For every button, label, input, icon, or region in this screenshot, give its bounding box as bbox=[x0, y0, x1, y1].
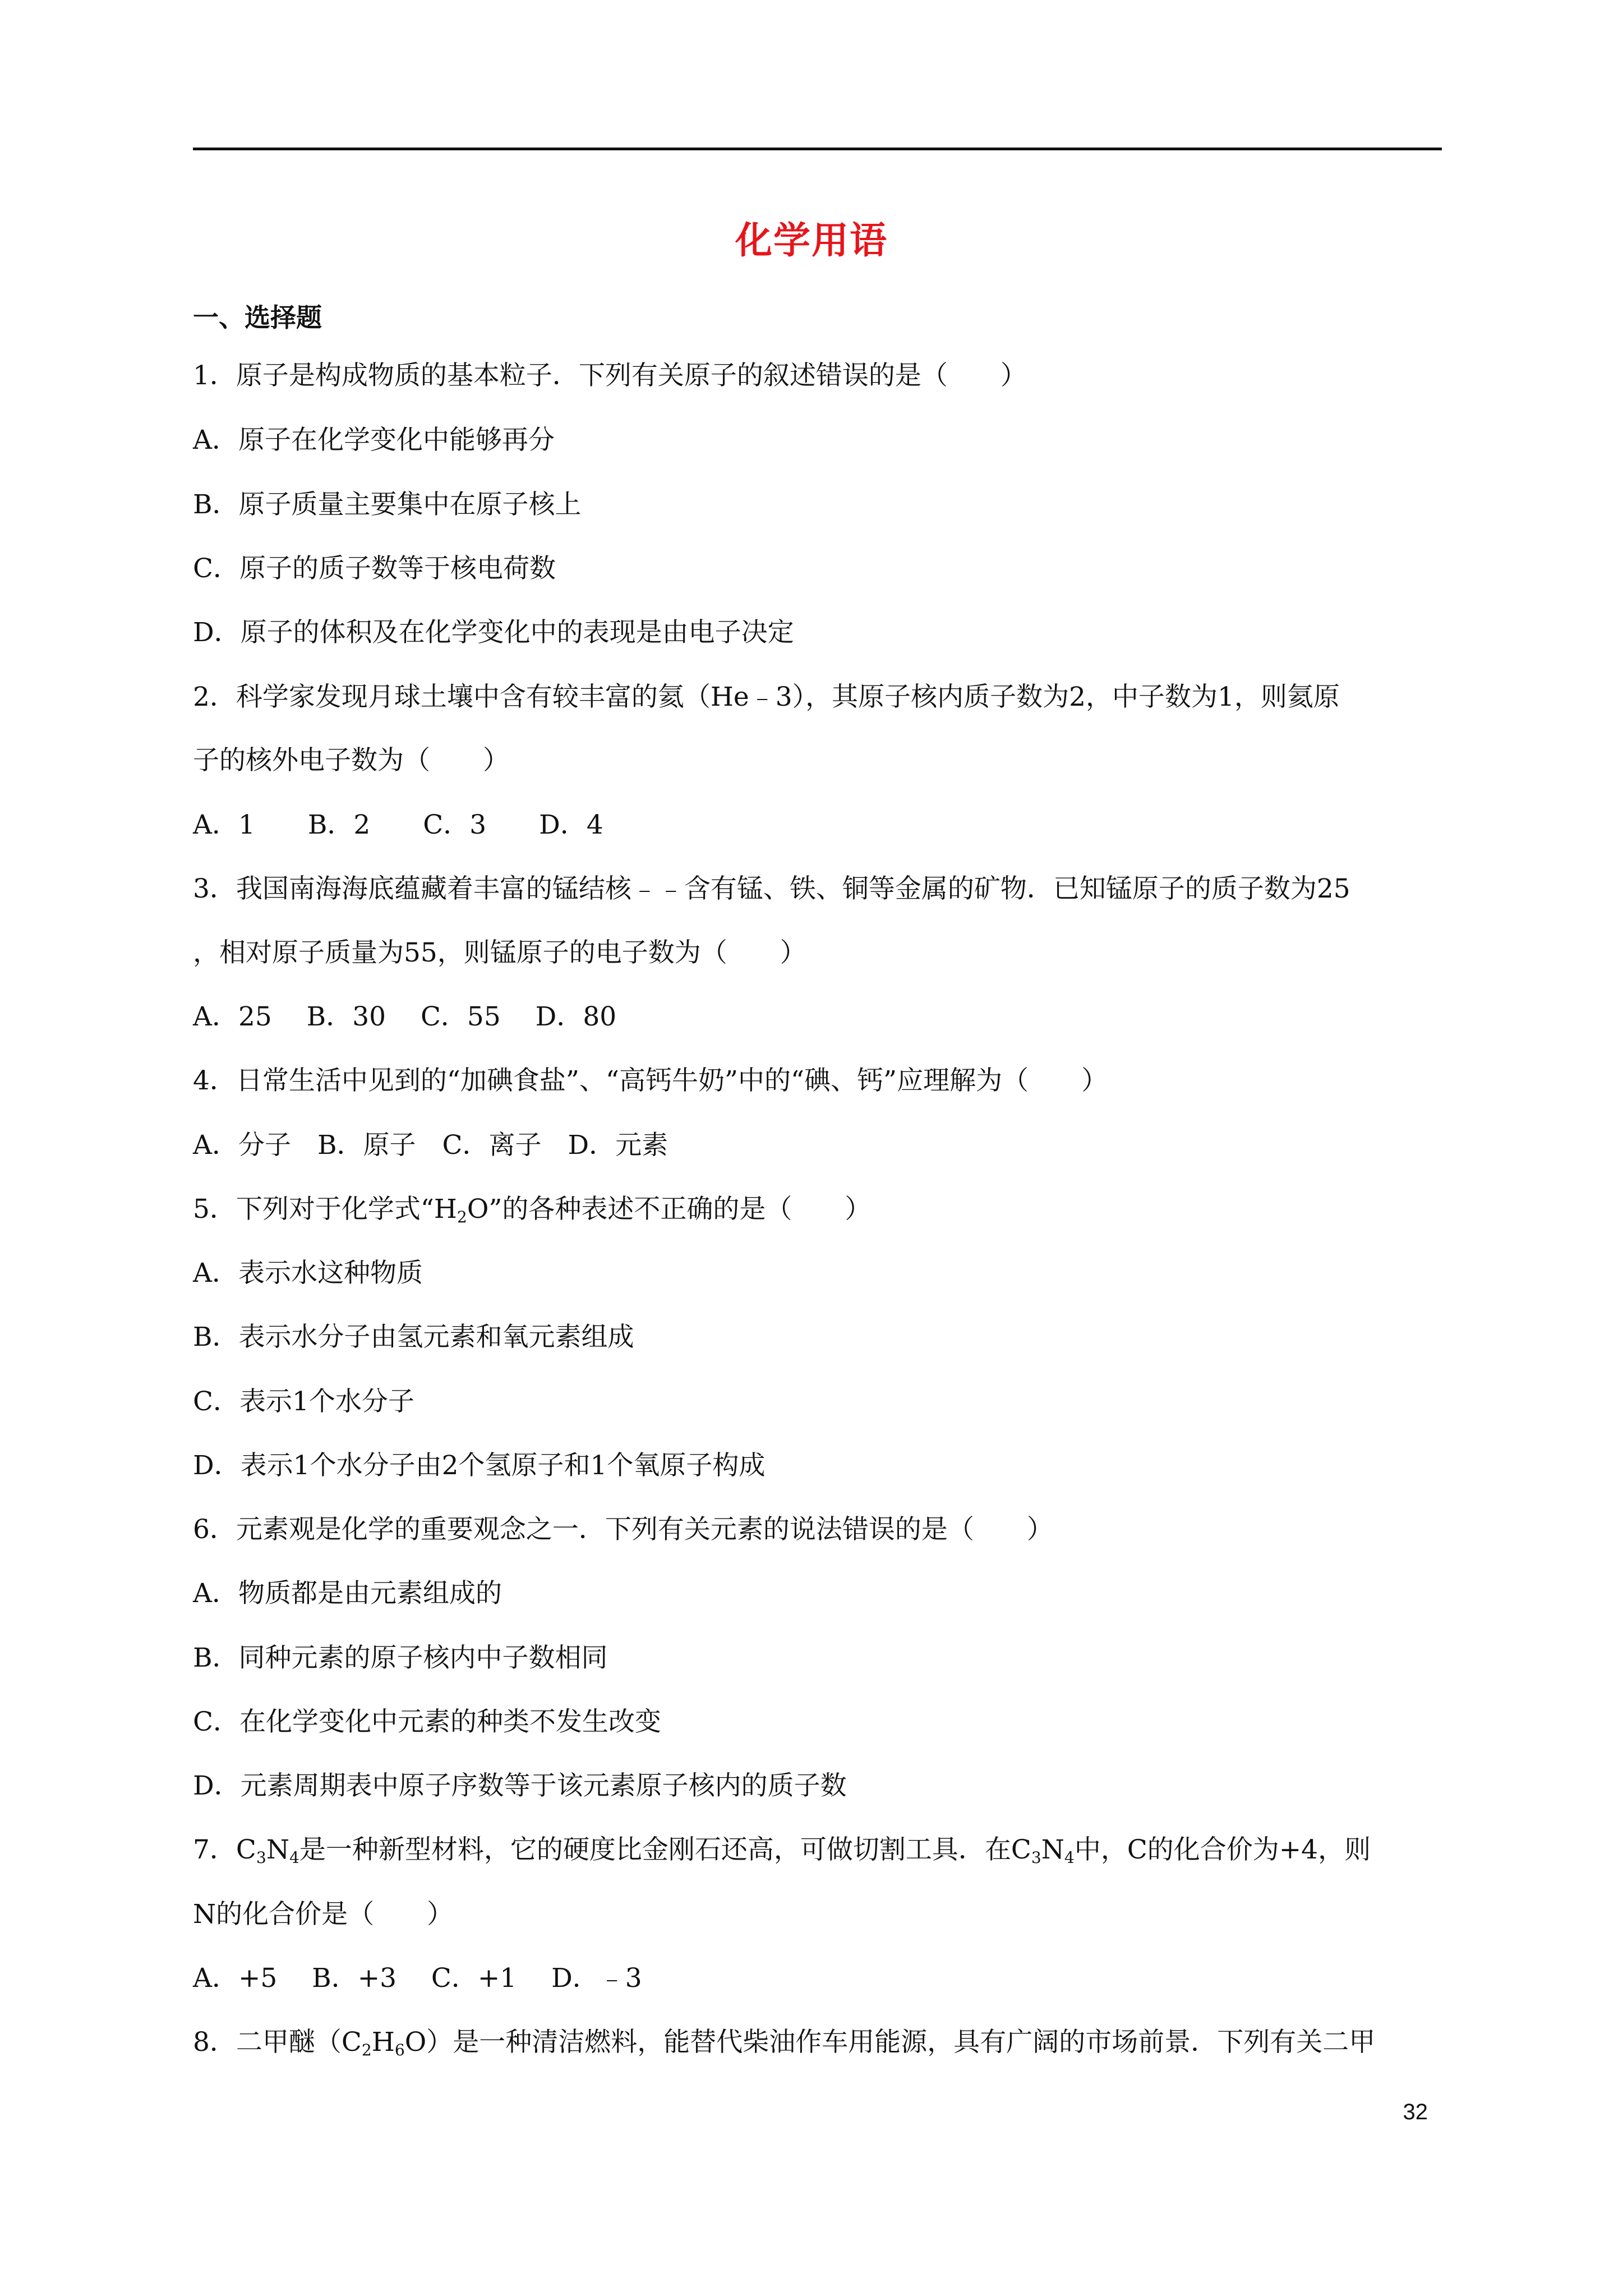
question-1-option-d: D．原子的体积及在化学变化中的表现是由电子决定 bbox=[193, 617, 794, 648]
question-2-stem-line-2: 子的核外电子数为（ ） bbox=[193, 745, 509, 776]
question-3-stem-line-1: 3．我国南海海底蕴藏着丰富的锰结核﹣﹣含有锰、铁、铜等金属的矿物．已知锰原子的质子数为25 bbox=[193, 873, 1350, 904]
question-6-option-b: B．同种元素的原子核内中子数相同 bbox=[193, 1642, 608, 1673]
question-2-options: A．1 B．2 C．3 D．4 bbox=[193, 809, 603, 840]
page-number: 32 bbox=[1403, 2100, 1428, 2124]
question-7-stem-line-2: N的化合价是（ ） bbox=[193, 1899, 454, 1930]
header-rule bbox=[193, 148, 1442, 150]
question-1-option-b: B．原子质量主要集中在原子核上 bbox=[193, 489, 582, 520]
question-1-stem: 1．原子是构成物质的基本粒子．下列有关原子的叙述错误的是（ ） bbox=[193, 360, 1027, 391]
section-heading: 一、选择题 bbox=[193, 302, 322, 333]
question-7-options: A．+5 B．+3 C．+1 D．﹣3 bbox=[193, 1963, 642, 1994]
question-5-stem: 5．下列对于化学式“$H_2O$”的各种表述不正确的是（ ） bbox=[193, 1194, 872, 1226]
question-3-stem-line-2: ，相对原子质量为55，则锰原子的电子数为（ ） bbox=[193, 937, 806, 968]
question-4-stem: 4．日常生活中见到的“加碘食盐”、“高钙牛奶”中的“碘、钙”应理解为（ ） bbox=[193, 1065, 1108, 1096]
question-6-option-d: D．元素周期表中原子序数等于该元素原子核内的质子数 bbox=[193, 1770, 847, 1801]
page-title: 化学用语 bbox=[735, 219, 888, 262]
question-7-stem-line-1: 7．$C_3N_4$是一种新型材料，它的硬度比金刚石还高，可做切割工具．在$C_3N_4$中，C的化合价为+4，则 bbox=[193, 1834, 1371, 1867]
question-5-option-d: D．表示1个水分子由2个氢原子和1个氧原子构成 bbox=[193, 1450, 766, 1481]
question-5-option-a: A．表示水这种物质 bbox=[193, 1258, 423, 1289]
question-1-option-a: A．原子在化学变化中能够再分 bbox=[193, 425, 555, 455]
question-2-stem-line-1: 2．科学家发现月球土壤中含有较丰富的氦（He﹣3），其原子核内质子数为2，中子数为1，则氦原 bbox=[193, 682, 1340, 712]
question-6-stem: 6．元素观是化学的重要观念之一．下列有关元素的说法错误的是（ ） bbox=[193, 1514, 1053, 1545]
question-5-option-c: C．表示1个水分子 bbox=[193, 1386, 414, 1417]
question-6-option-a: A．物质都是由元素组成的 bbox=[193, 1578, 502, 1609]
question-1-option-c: C．原子的质子数等于核电荷数 bbox=[193, 553, 556, 584]
question-4-options: A．分子 B．原子 C．离子 D．元素 bbox=[193, 1130, 668, 1161]
question-8-stem-line-1: 8．二甲醚$(C_2H_6O)$是一种清洁燃料，能替代柴油作车用能源，具有广阔的市场前景．下列有关二甲 bbox=[193, 2027, 1376, 2059]
question-6-option-c: C．在化学变化中元素的种类不发生改变 bbox=[193, 1706, 661, 1737]
question-3-options: A．25 B．30 C．55 D．80 bbox=[193, 1001, 617, 1032]
question-5-option-b: B．表示水分子由氢元素和氧元素组成 bbox=[193, 1322, 634, 1352]
